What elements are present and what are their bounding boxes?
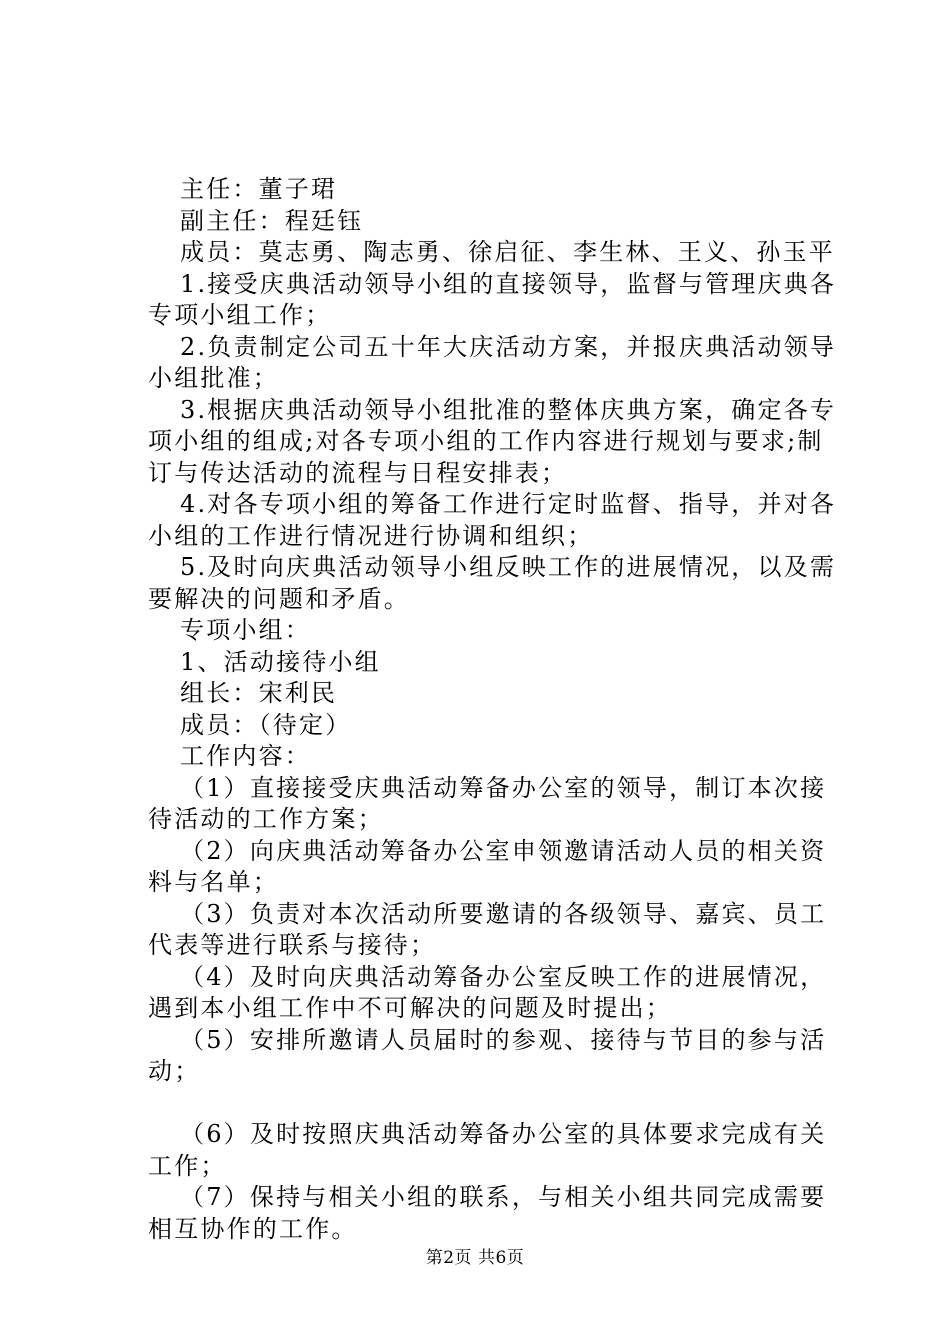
paragraph-duty-2: 2.负责制定公司五十年大庆活动方案，并报庆典活动领导小组批准；	[148, 332, 837, 392]
paragraph-task-1: （1）直接接受庆典活动筹备办公室的领导，制订本次接待活动的工作方案；	[148, 773, 827, 833]
paragraph-special-groups: 专项小组：	[180, 616, 311, 644]
paragraph-reception-group: 1、活动接待小组	[180, 647, 381, 676]
paragraph-work-content: 工作内容：	[180, 742, 311, 770]
page-number-footer: 第2页 共6页	[425, 1248, 525, 1268]
paragraph-task-4: （4）及时向庆典活动筹备办公室反映工作的进展情况，遇到本小组工作中不可解决的问题及时提出；	[148, 962, 827, 1022]
paragraph-duty-1: 1.接受庆典活动领导小组的直接领导，监督与管理庆典各专项小组工作；	[148, 269, 837, 329]
paragraph-members: 成员：莫志勇、陶志勇、徐启征、李生林、王义、孙玉平	[180, 238, 835, 266]
paragraph-task-5: （5）安排所邀请人员届时的参观、接待与节目的参与活动；	[148, 1025, 827, 1085]
paragraph-task-3: （3）负责对本次活动所要邀请的各级领导、嘉宾、员工代表等进行联系与接待；	[148, 899, 827, 959]
paragraph-deputy-director: 副主任：程廷钰	[180, 206, 364, 235]
paragraph-duty-5: 5.及时向庆典活动领导小组反映工作的进展情况，以及需要解决的问题和矛盾。	[148, 553, 837, 613]
paragraph-duty-3: 3.根据庆典活动领导小组批准的整体庆典方案，确定各专项小组的组成;对各专项小组的工作内容进行规划与要求;制订与传达活动的流程与日程安排表；	[148, 395, 837, 487]
paragraph-duty-4: 4.对各专项小组的筹备工作进行定时监督、指导，并对各小组的工作进行情况进行协调和组织；	[148, 490, 837, 550]
paragraph-group-members: 成员：（待定）	[180, 710, 352, 739]
document-body	[148, 174, 848, 1245]
paragraph-task-6: （6）及时按照庆典活动筹备办公室的具体要求完成有关工作；	[148, 1120, 827, 1180]
paragraph-director: 主任：董子珺	[180, 175, 338, 203]
paragraph-task-2: （2）向庆典活动筹备办公室申领邀请活动人员的相关资料与名单；	[148, 836, 827, 896]
paragraph-task-7: （7）保持与相关小组的联系，与相关小组共同完成需要相互协作的工作。	[148, 1183, 827, 1243]
paragraph-group-leader: 组长：宋利民	[180, 679, 338, 707]
